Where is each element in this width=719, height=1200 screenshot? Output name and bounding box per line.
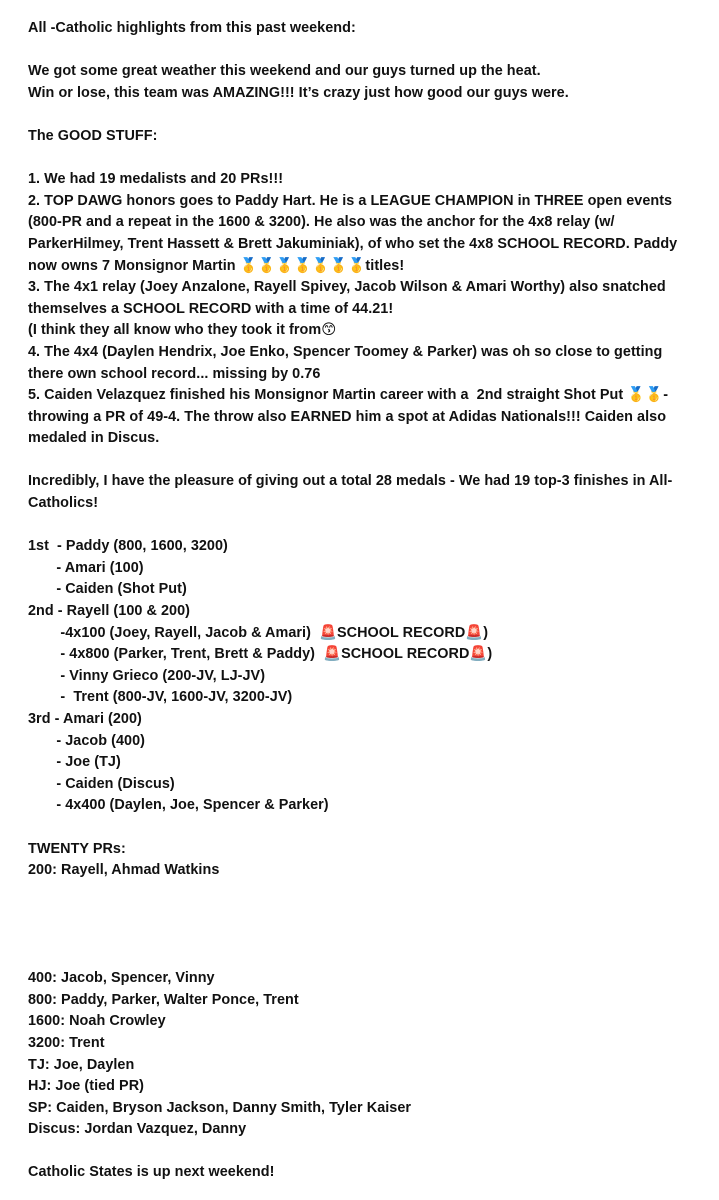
placement-line: 1st - Paddy (800, 1600, 3200): [28, 538, 228, 555]
blank-line: [28, 925, 698, 947]
blank-line: [28, 817, 698, 839]
pr-line: 400: Jacob, Spencer, Vinny: [28, 970, 215, 987]
closing-line: Catholic States is up next weekend!: [28, 1164, 275, 1181]
blank-line: [28, 450, 698, 472]
pr-line: 800: Paddy, Parker, Walter Ponce, Trent: [28, 991, 299, 1008]
placement-line: - Caiden (Discus): [28, 775, 175, 792]
placement-line: -4x100 (Joey, Rayell, Jacob & Amari) 🚨SCHOOL RECORD🚨): [28, 624, 489, 641]
placement-line: - Caiden (Shot Put): [28, 581, 187, 598]
pr-line: SP: Caiden, Bryson Jackson, Danny Smith, Tyler Kaiser: [28, 1099, 412, 1116]
placement-line: 3rd - Amari (200): [28, 711, 142, 727]
highlight-item: there own school record... missing by 0.76: [28, 365, 321, 382]
prs-heading: TWENTY PRs:: [28, 840, 126, 857]
pr-line: TJ: Joe, Daylen: [28, 1056, 135, 1073]
pr-line: HJ: Joe (tied PR): [28, 1078, 144, 1095]
pr-line: Discus: Jordan Vazquez, Danny: [28, 1121, 247, 1138]
placement-line: - Jacob (400): [28, 732, 145, 749]
highlight-item: ParkerHilmey, Trent Hassett & Brett Jakuminiak), of who set the 4x8 SCHOOL RECORD. Paddy: [28, 235, 678, 252]
highlight-item: 4. The 4x4 (Daylen Hendrix, Joe Enko, Spencer Toomey & Parker) was oh so close to getting: [28, 343, 663, 360]
section-heading: The GOOD STUFF:: [28, 127, 158, 144]
placement-line: - 4x800 (Parker, Trent, Brett & Paddy) 🚨SCHOOL RECORD🚨): [28, 646, 493, 663]
highlight-item: (800-PR and a repeat in the 1600 & 3200). He also was the anchor for the 4x8 relay (w/: [28, 214, 615, 231]
highlight-item: 3. The 4x1 relay (Joey Anzalone, Rayell Spivey, Jacob Wilson & Amari Worthy) also snatched: [28, 279, 666, 296]
pr-line: 1600: Noah Crowley: [28, 1013, 166, 1030]
highlight-item: now owns 7 Monsignor Martin 🥇🥇🥇🥇🥇🥇🥇titles!: [28, 257, 405, 274]
highlight-item: throwing a PR of 49-4. The throw also EARNED him a spot at Adidas Nationals!!! Caiden also: [28, 408, 667, 425]
pr-line: 200: Rayell, Ahmad Watkins: [28, 862, 220, 879]
highlight-item: medaled in Discus.: [28, 430, 160, 447]
blank-line: [28, 40, 698, 62]
highlight-item: 1. We had 19 medalists and 20 PRs!!!: [28, 171, 284, 188]
placement-line: - Amari (100): [28, 559, 144, 576]
highlight-item: 2. TOP DAWG honors goes to Paddy Hart. He is a LEAGUE CHAMPION in THREE open events: [28, 192, 673, 209]
blank-line: [28, 882, 698, 904]
pr-line: 3200: Trent: [28, 1034, 105, 1051]
highlight-item: (I think they all know who they took it from😙: [28, 322, 337, 339]
placement-line: - Joe (TJ): [28, 754, 121, 771]
blank-line: [28, 148, 698, 170]
blank-line: [28, 515, 698, 537]
medals-summary: Incredibly, I have the pleasure of giving out a total 28 medals - We had 19 top-3 finishes in All-: [28, 473, 673, 490]
intro-line: We got some great weather this weekend and our guys turned up the heat.: [28, 63, 541, 80]
placement-line: 2nd - Rayell (100 & 200): [28, 603, 190, 620]
blank-line: [28, 947, 698, 969]
post-heading: All -Catholic highlights from this past weekend:: [28, 20, 356, 36]
blank-line: [28, 1141, 698, 1163]
highlight-item: 5. Caiden Velazquez finished his Monsignor Martin career with a 2nd straight Shot Put 🥇🥇-: [28, 387, 669, 404]
highlight-item: themselves a SCHOOL RECORD with a time of 44.21!: [28, 300, 394, 317]
placement-line: - Trent (800-JV, 1600-JV, 3200-JV): [28, 689, 293, 706]
blank-line: [28, 903, 698, 925]
placement-line: - Vinny Grieco (200-JV, LJ-JV): [28, 667, 266, 684]
post-body: [28, 18, 698, 1184]
placement-line: - 4x400 (Daylen, Joe, Spencer & Parker): [28, 797, 329, 814]
intro-line: Win or lose, this team was AMAZING!!! It’s crazy just how good our guys were.: [28, 84, 569, 101]
blank-line: [28, 104, 698, 126]
medals-summary: Catholics!: [28, 495, 99, 512]
